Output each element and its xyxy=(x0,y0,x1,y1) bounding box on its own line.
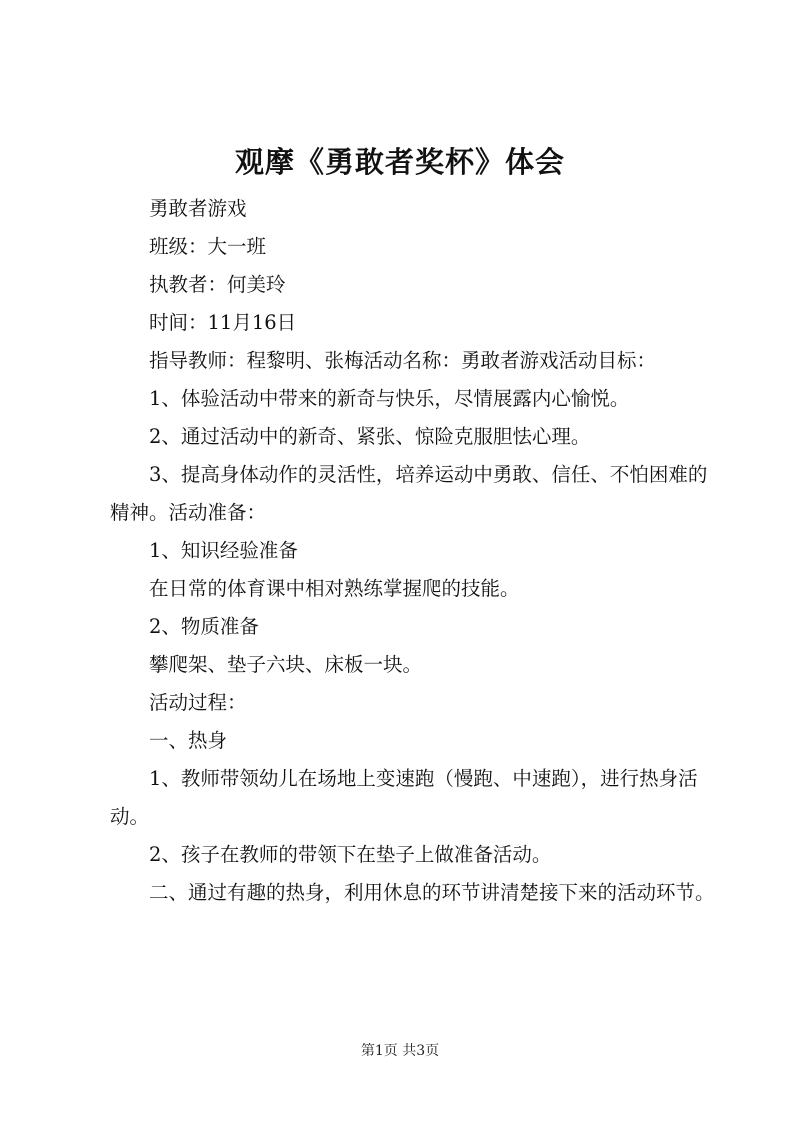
paragraph: 2、物质准备 xyxy=(149,615,259,638)
page-footer: 第1页 共3页 xyxy=(360,1043,440,1059)
paragraph: 在日常的体育课中相对熟练掌握爬的技能。 xyxy=(149,577,520,600)
paragraph: 活动过程： xyxy=(149,691,247,714)
document-title: 观摩《勇敢者奖杯》体会 xyxy=(234,145,565,179)
paragraph: 执教者：何美玲 xyxy=(149,273,286,296)
paragraph: 指导教师：程黎明、张梅活动名称：勇敢者游戏活动目标： xyxy=(149,349,657,372)
paragraph: 3、提高身体动作的灵活性，培养运动中勇敢、信任、不怕困难的精神。活动准备： xyxy=(110,463,708,524)
paragraph: 1、知识经验准备 xyxy=(149,539,298,562)
paragraph: 班级：大一班 xyxy=(149,235,267,258)
paragraph: 1、体验活动中带来的新奇与快乐，尽情展露内心愉悦。 xyxy=(149,387,630,410)
paragraph: 1、教师带领幼儿在场地上变速跑（慢跑、中速跑），进行热身活动。 xyxy=(110,767,698,828)
paragraph: 一、热身 xyxy=(149,729,228,752)
paragraph: 勇敢者游戏 xyxy=(149,197,247,220)
paragraph: 2、通过活动中的新奇、紧张、惊险克服胆怯心理。 xyxy=(149,425,591,448)
paragraph: 时间：11月16日 xyxy=(149,311,297,334)
document-body xyxy=(110,190,715,912)
paragraph: 攀爬架、垫子六块、床板一块。 xyxy=(149,653,423,676)
paragraph: 二、通过有趣的热身，利用休息的环节讲清楚接下来的活动环节。 xyxy=(149,881,715,904)
paragraph: 2、孩子在教师的带领下在垫子上做准备活动。 xyxy=(149,843,552,866)
